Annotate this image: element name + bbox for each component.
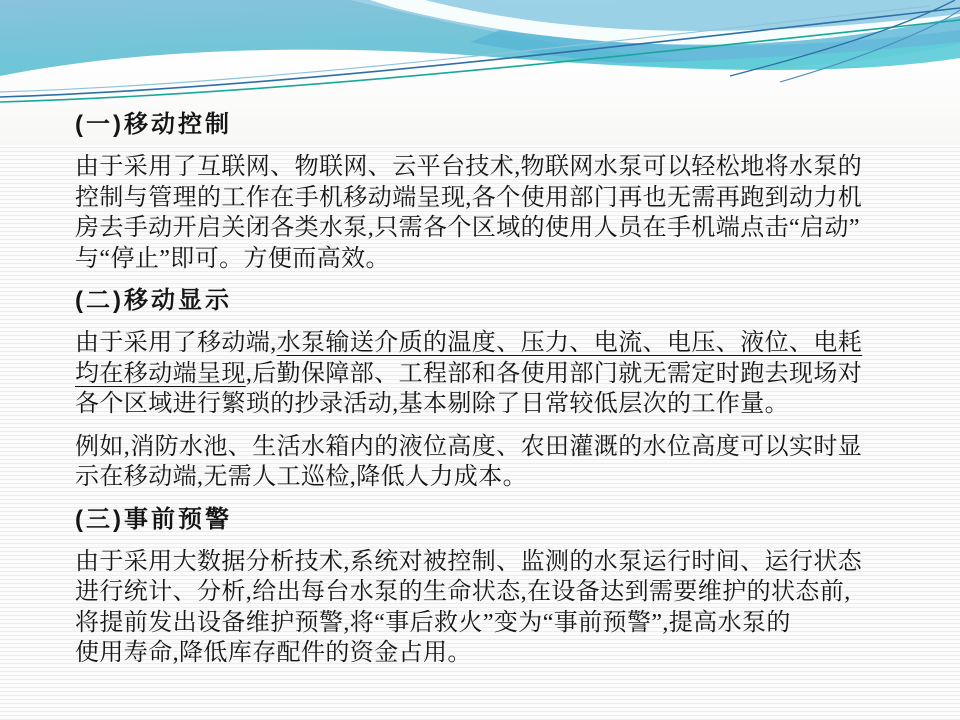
text-run: 例如,消防水池、生活水箱内的液位高度、农田灌溉的水位高度可以实时显 (75, 433, 863, 460)
text-line (75, 577, 890, 608)
text-line (75, 432, 890, 463)
text-run: 由于采用大数据分析技术,系统对被控制、监测的水泵运行时间、运行状态 (75, 548, 863, 575)
underlined-text-run: 水泵输送介质的温度、压力、电流、电压、液位、电耗 (276, 330, 863, 356)
text-line (75, 328, 890, 359)
section-heading: (二)移动显示 (75, 287, 232, 314)
text-line (75, 462, 890, 493)
paragraph (75, 547, 890, 669)
paragraph (75, 152, 890, 274)
text-line (75, 638, 890, 669)
paragraph (75, 328, 890, 420)
text-line (75, 213, 890, 244)
text-line (75, 244, 890, 275)
text-line (75, 183, 890, 214)
text-line (75, 152, 890, 183)
slide-text-body (75, 110, 890, 681)
text-line (75, 389, 890, 420)
text-run: 进行统计、分析,给出每台水泵的生命状态,在设备达到需要维护的状态前, (75, 579, 851, 605)
text-run: 控制与管理的工作在手机移动端呈现,各个使用部门再也无需再跑到动力机 (75, 184, 863, 211)
text-line (75, 608, 890, 639)
text-run: 使用寿命,降低库存配件的资金占用。 (75, 640, 472, 666)
text-run: 示在移动端,无需人工巡检,降低人力成本。 (75, 464, 527, 490)
text-run: 各个区域进行繁琐的抄录活动,基本剔除了日常较低层次的工作量。 (75, 391, 789, 417)
text-run: 与“停止”即可。方便而高效。 (75, 245, 390, 272)
underlined-text-run: 均在移动端呈现 (75, 360, 246, 387)
text-run: ,后勤保障部、工程部和各使用部门就无需定时跑去现场对 (245, 360, 863, 387)
text-run: 将提前发出设备维护预警,将“事后救火”变为“事前预警”,提高水泵的 (75, 609, 791, 636)
text-line (75, 359, 890, 390)
text-run: 由于采用了互联网、物联网、云平台技术,物联网水泵可以轻松地将水泵的 (75, 154, 863, 180)
text-run: 房去手动开启关闭各类水泵,只需各个区域的使用人员在手机端点击“启动” (75, 215, 860, 241)
section-heading: (三)事前预警 (75, 505, 232, 533)
text-run: 由于采用了移动端, (75, 330, 277, 356)
text-line (75, 547, 890, 578)
section-heading: (一)移动控制 (75, 111, 232, 138)
paragraph (75, 432, 890, 493)
